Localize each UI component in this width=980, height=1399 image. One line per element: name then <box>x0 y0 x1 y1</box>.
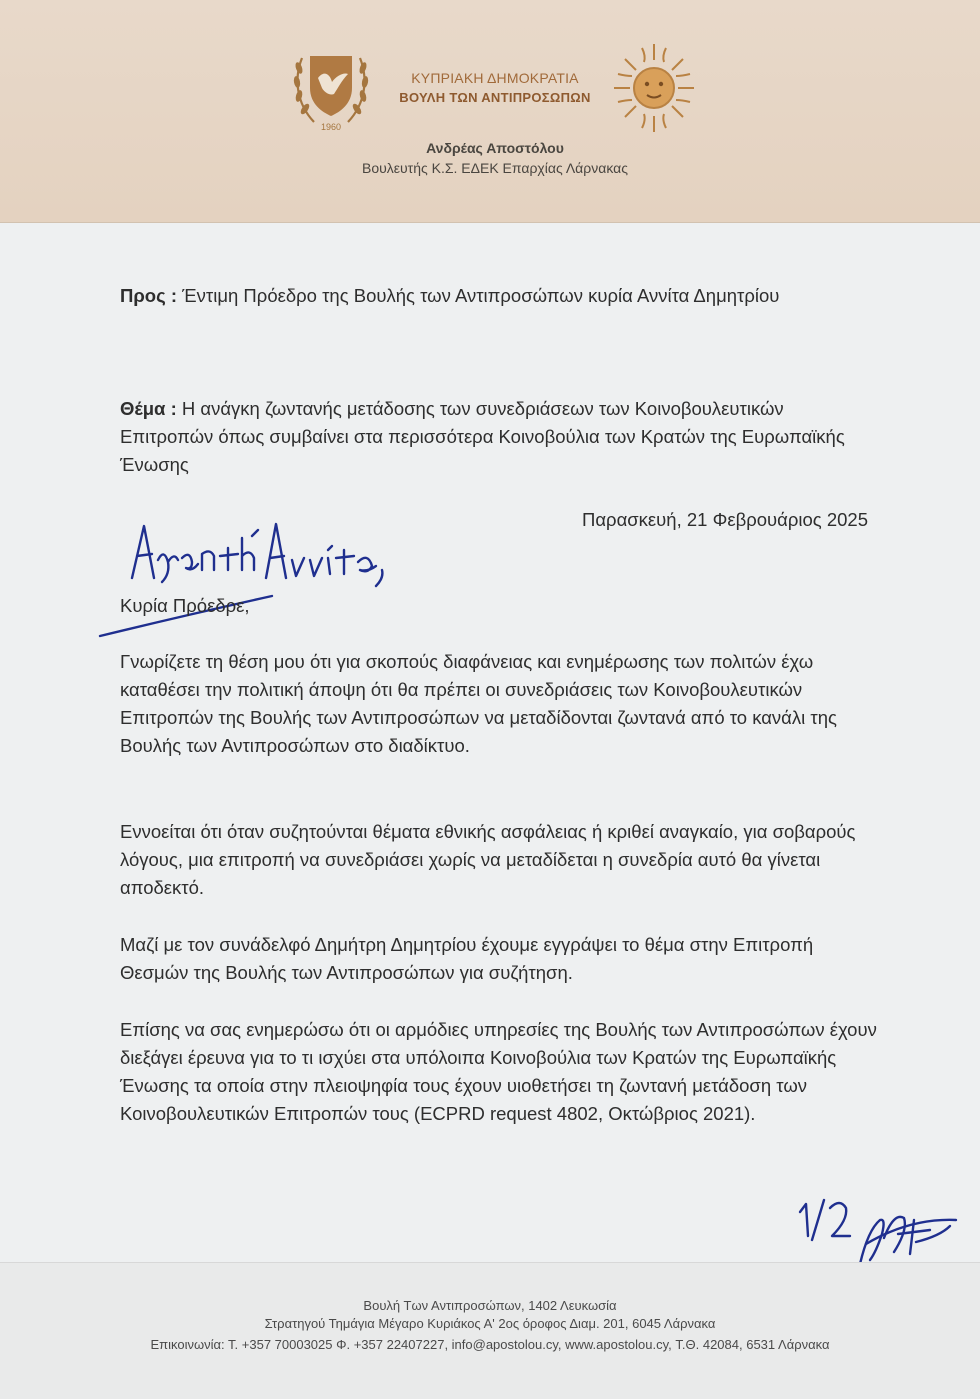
handwritten-page-number-and-initials <box>790 1190 960 1270</box>
body-paragraph-3: Μαζί με τον συνάδελφό Δημήτρη Δημητρίου έχουμε εγγράψει το θέμα στην Επιτροπή Θεσμών της Βουλής των Αντιπροσώπων για συζήτηση. <box>120 934 814 983</box>
letterhead <box>0 0 980 223</box>
recipient-label: Προς : <box>120 285 178 306</box>
subject-line <box>120 395 880 479</box>
handwritten-greeting <box>92 508 392 648</box>
recipient-line <box>120 282 880 310</box>
mp-name: Ανδρέας Αποστόλου <box>426 140 564 156</box>
svg-text:1960: 1960 <box>320 122 342 132</box>
sun-emblem-icon <box>612 42 696 134</box>
subject-text: Η ανάγκη ζωντανής μετάδοσης των συνεδριάσεων των Κοινοβουλευτικών Επιτροπών όπως συμβαίνει στα περισσότερα Κοινοβούλια των Κρατών της Ευρωπαϊκής Ένωσης <box>120 398 845 475</box>
parliament-name: ΒΟΥΛΗ ΤΩΝ ΑΝΤΙΠΡΟΣΩΠΩΝ <box>399 90 591 105</box>
recipient-text: Έντιμη Πρόεδρο της Βουλής των Αντιπροσώπων κυρία Αννίτα Δημητρίου <box>182 285 780 306</box>
footer-address-2: Στρατηγού Τημάγια Μέγαρο Κυριάκος Α' 2ος όροφος Διαμ. 201, 6045 Λάρνακα <box>264 1316 716 1331</box>
footer-contact: Επικοινωνία: Τ. +357 70003025 Φ. +357 22407227, info@apostolou.cy, www.apostolou.cy, Τ.Θ. 42084, 6531 Λάρνακα <box>150 1337 830 1352</box>
subject-label: Θέμα : <box>120 398 177 419</box>
body-paragraph-1: Γνωρίζετε τη θέση μου ότι για σκοπούς διαφάνειας και ενημέρωσης των πολιτών έχω καταθέσει την πολιτική άποψη ότι θα πρέπει οι συνεδριάσεις των Κοινοβουλευτικών Επιτροπών της Βουλής των Αντιπροσώπων να μεταδίδονται ζωντανά από το κανάλι της Βουλής των Αντιπροσώπων στο διαδίκτυο. <box>120 651 837 756</box>
mp-title: Βουλευτής Κ.Σ. ΕΔΕΚ Επαρχίας Λάρνακας <box>362 160 628 176</box>
body-paragraph-4: Επίσης να σας ενημερώσω ότι οι αρμόδιες υπηρεσίες της Βουλής των Αντιπροσώπων έχουν διεξάγει έρευνα για το τι ισχύει στα υπόλοιπα Κοινοβούλια των Κρατών της Ευρωπαϊκής Ένωσης τα οποία στην πλειοψηφία τους έχουν υιοθετήσει τη ζωντανή μετάδοση των Κοινοβουλευτικών Επιτροπών τους (ECPRD request 4802, Οκτώβριος 2021). <box>120 1019 877 1124</box>
republic-name: ΚΥΠΡΙΑΚΗ ΔΗΜΟΚΡΑΤΙΑ <box>411 70 579 86</box>
footer-address-1: Βουλή Των Αντιπροσώπων, 1402 Λευκωσία <box>363 1298 617 1313</box>
letter-date: Παρασκευή, 21 Φεβρουάριος 2025 <box>581 509 868 530</box>
body-paragraph-2: Εννοείται ότι όταν συζητούνται θέματα εθνικής ασφάλειας ή κριθεί αναγκαίο, για σοβαρούς λόγους, μια επιτροπή να συνεδριάσει χωρίς να μεταδίδεται η συνεδρία αυτό θα γίνεται αποδεκτό. <box>120 821 856 898</box>
salutation: Κυρία Πρόεδρε, <box>120 595 250 616</box>
cyprus-coat-of-arms-icon <box>292 48 370 134</box>
